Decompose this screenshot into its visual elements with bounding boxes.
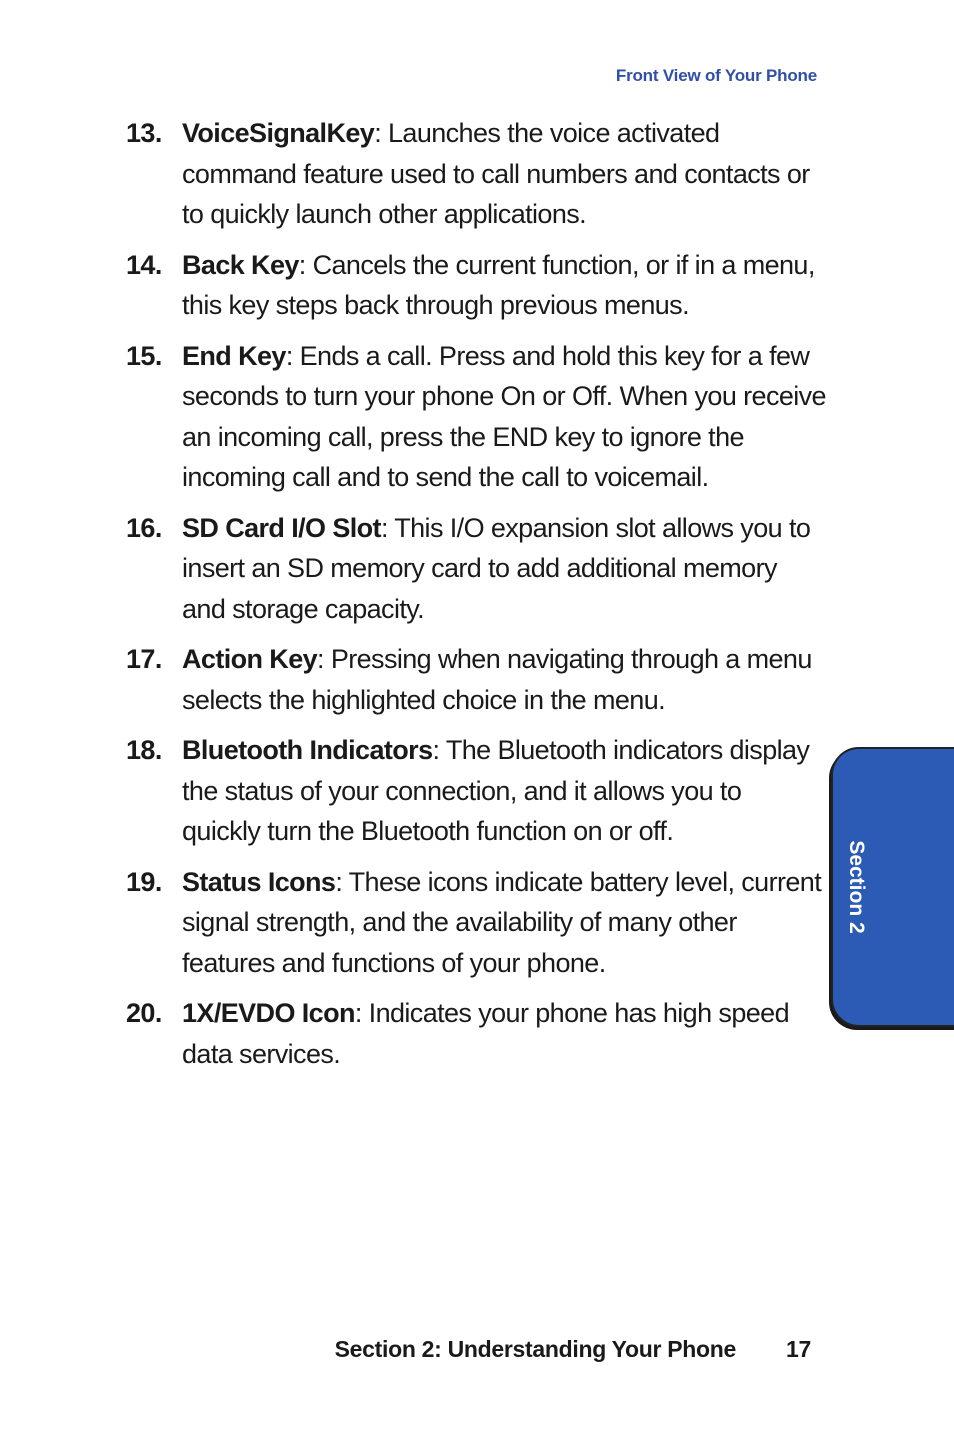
list-item xyxy=(126,336,826,498)
item-term: 1X/EVDO Icon xyxy=(182,998,355,1028)
list-item xyxy=(126,993,826,1074)
list-item xyxy=(126,639,826,720)
item-description: : Pressing when navigating through a menu selects the highlighted choice in the menu. xyxy=(182,644,812,715)
list-item xyxy=(126,862,826,984)
list-item xyxy=(126,245,826,326)
item-number: 15. xyxy=(126,340,162,371)
item-term: Action Key xyxy=(182,644,318,674)
item-number: 19. xyxy=(126,866,162,897)
item-description: : Launches the voice activated command feature used to call numbers and contacts or to quickly launch other applications. xyxy=(182,118,810,229)
item-number: 14. xyxy=(126,249,162,280)
item-term: End Key xyxy=(182,340,286,371)
running-header: Front View of Your Phone xyxy=(615,66,817,85)
item-term: Bluetooth Indicators xyxy=(182,735,433,765)
item-number: 17. xyxy=(126,644,162,674)
item-number: 16. xyxy=(126,512,162,543)
item-description: : This I/O expansion slot allows you to insert an SD memory card to add additional memory and storage capacity. xyxy=(182,512,811,624)
item-term: VoiceSignalKey xyxy=(182,118,375,148)
item-description: : The Bluetooth indicators display the status of your connection, and it allows you to quickly turn the Bluetooth function on or off. xyxy=(182,735,810,846)
item-description: : Cancels the current function, or if in a menu, this key steps back through previous menus. xyxy=(182,249,815,320)
item-term: SD Card I/O Slot xyxy=(182,512,381,543)
item-description: : Ends a call. Press and hold this key for a few seconds to turn your phone On or Off. When you receive an incoming call, press the END key to ignore the incoming call and to send the call to voicemail. xyxy=(182,340,826,492)
key-description-list xyxy=(126,113,826,1084)
footer-section-title: Section 2: Understanding Your Phone xyxy=(334,1336,737,1362)
item-number: 20. xyxy=(126,998,162,1028)
item-description: : These icons indicate battery level, current signal strength, and the availability of many other features and functions of your phone. xyxy=(182,866,822,978)
list-item xyxy=(126,730,826,852)
item-description: : Indicates your phone has high speed data services. xyxy=(182,998,789,1069)
section-tab-label: Section 2 xyxy=(845,840,868,934)
page-footer xyxy=(335,1336,811,1363)
list-item xyxy=(126,113,826,235)
item-number: 13. xyxy=(126,118,162,148)
item-number: 18. xyxy=(126,735,162,765)
item-term: Status Icons xyxy=(182,866,336,897)
page-number: 17 xyxy=(786,1336,811,1362)
list-item xyxy=(126,508,826,630)
item-term: Back Key xyxy=(182,249,299,280)
